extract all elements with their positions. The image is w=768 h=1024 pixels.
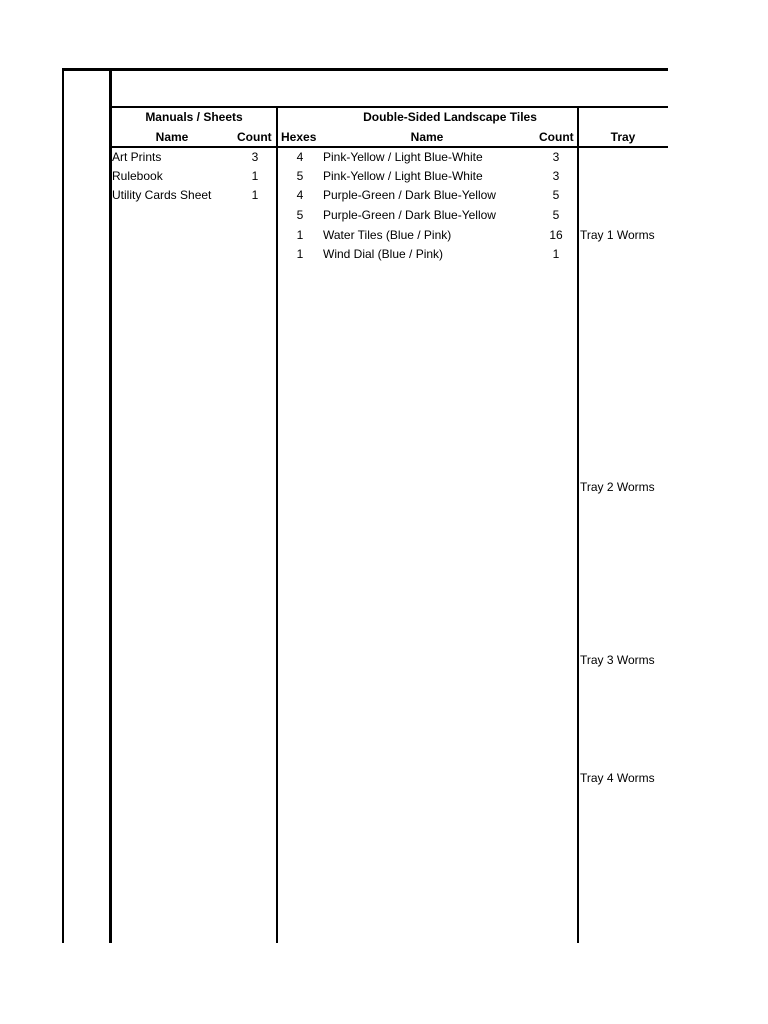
tiles-hexes-header: Hexes	[281, 130, 317, 144]
tiles-row-name: Pink-Yellow / Light Blue-White	[323, 169, 483, 183]
tiles-tray-divider	[577, 106, 579, 943]
manuals-row-name: Art Prints	[112, 150, 162, 164]
tiles-row-name: Purple-Green / Dark Blue-Yellow	[323, 208, 496, 222]
tiles-row-count: 3	[552, 150, 560, 164]
tiles-row-count: 3	[552, 169, 560, 183]
header-bottom-border	[111, 146, 668, 148]
manuals-count-header: Count	[237, 130, 272, 144]
tiles-row-hexes: 4	[296, 188, 304, 202]
tiles-row-hexes: 5	[296, 208, 304, 222]
tray-label: Tray 4 Worms	[580, 771, 655, 785]
top-border	[62, 68, 668, 71]
tiles-count-header: Count	[539, 130, 574, 144]
manuals-tiles-divider	[276, 106, 278, 943]
tiles-row-name: Wind Dial (Blue / Pink)	[323, 247, 444, 261]
tray-label: Tray 2 Worms	[580, 480, 655, 494]
tiles-row-count: 5	[552, 188, 560, 202]
tiles-row-name: Purple-Green / Dark Blue-Yellow	[323, 188, 496, 202]
tiles-row-hexes: 4	[296, 150, 304, 164]
tiles-row-name: Pink-Yellow / Light Blue-White	[323, 150, 483, 164]
manuals-row-name: Rulebook	[112, 169, 163, 183]
manuals-row-count: 1	[251, 188, 259, 202]
tiles-row-name: Water Tiles (Blue / Pink)	[323, 228, 452, 242]
header-top-border	[111, 106, 668, 108]
tiles-row-hexes: 1	[296, 228, 304, 242]
tiles-name-header: Name	[410, 130, 444, 144]
manuals-row-count: 3	[251, 150, 259, 164]
tiles-group-header: Double-Sided Landscape Tiles	[363, 110, 537, 124]
tiles-row-hexes: 5	[296, 169, 304, 183]
left-outer-border	[62, 68, 64, 943]
manuals-group-header: Manuals / Sheets	[145, 110, 243, 124]
tiles-row-count: 1	[552, 247, 560, 261]
tray-label: Tray 1 Worms	[580, 228, 655, 242]
tiles-row-count: 16	[549, 228, 563, 242]
manuals-row-name: Utility Cards Sheet	[112, 188, 212, 202]
manuals-name-header: Name	[155, 130, 189, 144]
tiles-row-hexes: 1	[296, 247, 304, 261]
manuals-row-count: 1	[251, 169, 259, 183]
tiles-row-count: 5	[552, 208, 560, 222]
tray-header: Tray	[610, 130, 636, 144]
tray-label: Tray 3 Worms	[580, 653, 655, 667]
